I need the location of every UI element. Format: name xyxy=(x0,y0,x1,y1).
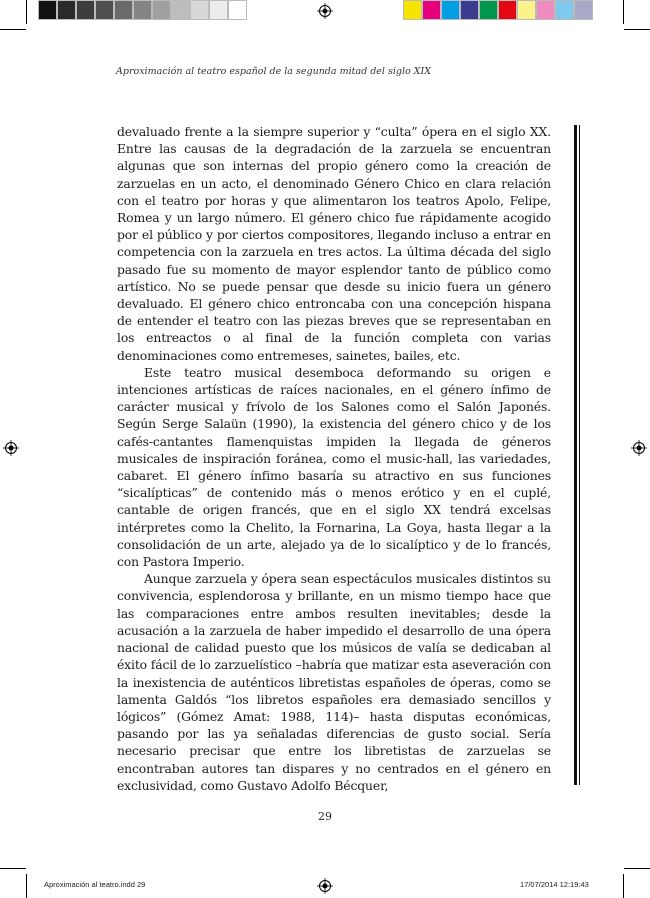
slug-filename: Aproximación al teatro.indd 29 xyxy=(44,880,146,889)
calibration-swatch xyxy=(555,0,574,20)
calibration-swatch xyxy=(574,0,593,20)
calibration-swatch xyxy=(422,0,441,20)
calibration-swatch xyxy=(95,0,114,20)
calibration-swatch xyxy=(536,0,555,20)
calibration-swatch xyxy=(133,0,152,20)
registration-mark-icon xyxy=(317,878,333,894)
paragraph: Aunque zarzuela y ópera sean espectáculos musicales distintos su convivencia, esplendorosa y brillante, en un mismo tiempo hace que las comparaciones entre ambos resulten inevitables; desde la acusación a la zarzuela de haber impedido el desarrollo de una ópera nacional de calidad puesto que los músicos de valía se dedicaban al éxito fácil de lo zarzuelístico –habría que matizar esta aseveración con la inexistencia de auténticos libretistas españoles de óperas, como se lamenta Galdós “los libretos españoles era demasiado sencillos y lógicos” (Gómez Amat: 1988, 114)– hasta disputas económicas, pasando por las ya señaladas diferencias de gusto social. Sería necesario precisar que entre los libretistas de zarzuelas se encontraban autores tan dispares y no centrados en el género en exclusividad, como Gustavo Adolfo Bécquer, xyxy=(117,571,551,793)
registration-mark-icon xyxy=(3,440,19,456)
body-text xyxy=(117,123,551,794)
calibration-swatch xyxy=(517,0,536,20)
crop-mark xyxy=(624,868,650,869)
page-number: 29 xyxy=(318,810,332,823)
crop-mark xyxy=(0,868,26,869)
calibration-swatch xyxy=(403,0,422,20)
calibration-swatch xyxy=(114,0,133,20)
calibration-swatch xyxy=(479,0,498,20)
calibration-swatch xyxy=(441,0,460,20)
calibration-swatch xyxy=(76,0,95,20)
margin-rule xyxy=(579,125,580,785)
registration-mark-icon xyxy=(317,3,333,19)
calibration-swatch xyxy=(171,0,190,20)
calibration-swatch xyxy=(190,0,209,20)
margin-rule xyxy=(574,125,577,785)
slug-timestamp: 17/07/2014 12:19:43 xyxy=(520,880,589,889)
crop-mark xyxy=(623,874,624,898)
color-calibration-bar xyxy=(403,0,593,20)
crop-mark xyxy=(623,0,624,24)
calibration-swatch xyxy=(38,0,57,20)
calibration-swatch xyxy=(209,0,228,20)
calibration-swatch xyxy=(498,0,517,20)
calibration-swatch xyxy=(228,0,247,20)
running-header: Aproximación al teatro español de la segunda mitad del siglo XIX xyxy=(116,66,432,77)
crop-mark xyxy=(624,29,650,30)
calibration-swatch xyxy=(460,0,479,20)
grey-calibration-bar xyxy=(38,0,247,20)
crop-mark xyxy=(26,874,27,898)
registration-mark-icon xyxy=(631,440,647,456)
calibration-swatch xyxy=(57,0,76,20)
crop-mark xyxy=(26,0,27,24)
calibration-swatch xyxy=(152,0,171,20)
paragraph: devaluado frente a la siempre superior y “culta” ópera en el siglo XX. Entre las causas de la degradación de la zarzuela se encuentran algunas que son internas del propio género como la creación de zarzuelas en un acto, el denominado Género Chico en clara relación con el teatro por horas y que alimentaron los teatros Apolo, Felipe, Romea y un largo número. El género chico fue rápidamente acogido por el público y por ciertos compositores, llegando incluso a entrar en competencia con la zarzuela en tres actos. La última década del siglo pasado fue su momento de mayor esplendor tanto de público como artístico. No se puede pensar que desde su inicio fuera un género devaluado. El género chico entroncaba con una concepción hispana de entender el teatro con las piezas breves que se representaban en los entreactos o al final de la función completa con varias denominaciones como entremeses, sainetes, bailes, etc. xyxy=(117,124,551,363)
crop-mark xyxy=(0,29,26,30)
paragraph: Este teatro musical desemboca deformando su origen e intenciones artísticas de raíces nacionales, en el género ínfimo de carácter musical y frívolo de los Salones como el Salón Japonés. Según Serge Salaün (1990), la existencia del género chico y de los cafés-cantantes flamenquistas impiden la llegada de géneros musicales de inspiración foránea, como el music-hall, las variedades, cabaret. El género ínfimo basaría su atractivo en sus funciones “sicalípticas” de contenido más o menos erótico y en el cuplé, cantable de origen francés, que en el siglo XX tendrá excelsas intérpretes como la Chelito, la Fornarina, La Goya, hasta llegar a la consolidación de un arte, alejado ya de lo sicalíptico y de lo francés, con Pastora Imperio. xyxy=(117,364,551,570)
